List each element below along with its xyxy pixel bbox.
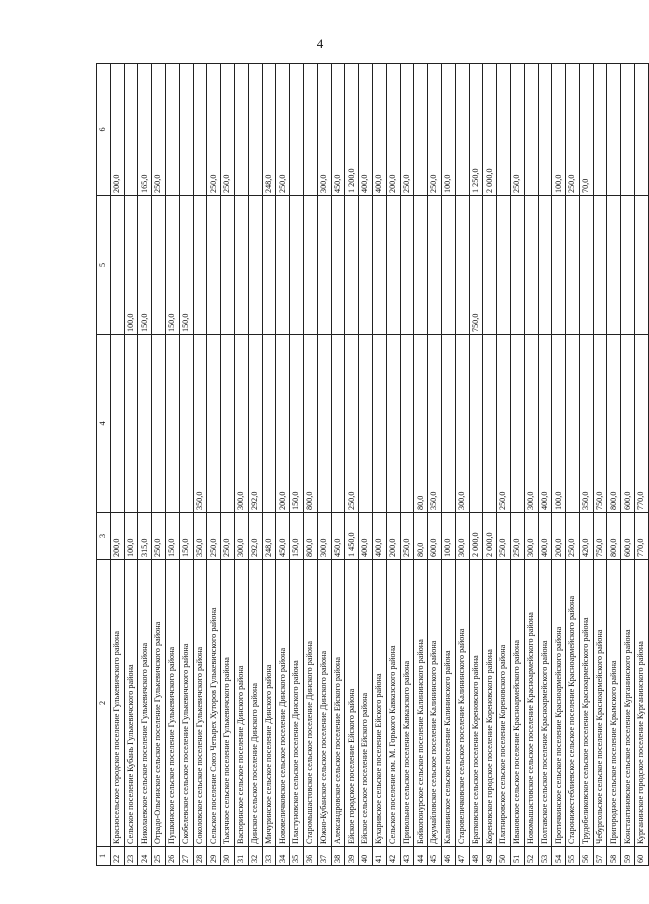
row-number-cell: 34 <box>276 847 290 866</box>
amount-cell: 600,0 <box>428 513 442 560</box>
table-header-row <box>97 64 111 866</box>
settlement-name-cell: Пластуновское сельское поселение Динского района <box>290 560 304 847</box>
amount-cell <box>607 64 621 196</box>
amount-cell: 300,0 <box>317 64 331 196</box>
amount-cell <box>579 196 593 335</box>
amount-cell: 300,0 <box>455 513 469 560</box>
amount-cell <box>635 196 649 335</box>
header-cell: 4 <box>97 335 111 513</box>
amount-cell: 400,0 <box>538 513 552 560</box>
row-number-cell: 57 <box>593 847 607 866</box>
amount-cell: 292,0 <box>248 335 262 513</box>
amount-cell <box>165 64 179 196</box>
settlement-name-cell: Александровское сельское поселение Ейского района <box>331 560 345 847</box>
amount-cell <box>483 196 497 335</box>
amount-cell: 100,0 <box>552 335 566 513</box>
amount-cell: 450,0 <box>331 64 345 196</box>
settlement-name-cell: Тысячное сельское поселение Гулькевичского района <box>221 560 235 847</box>
amount-cell <box>248 64 262 196</box>
amount-cell <box>290 196 304 335</box>
row-number-cell: 53 <box>538 847 552 866</box>
table-row <box>510 64 524 866</box>
row-number-cell: 45 <box>428 847 442 866</box>
row-number-cell: 49 <box>483 847 497 866</box>
amount-cell <box>552 196 566 335</box>
table-row <box>372 64 386 866</box>
settlement-name-cell: Васюринское сельское поселение Динского района <box>234 560 248 847</box>
settlement-name-cell: Полтавское сельское поселение Красноармейского района <box>538 560 552 847</box>
row-number-cell: 46 <box>441 847 455 866</box>
settlement-name-cell: Новомышастовское сельское поселение Красноармейского района <box>524 560 538 847</box>
row-number-cell: 41 <box>372 847 386 866</box>
amount-cell: 450,0 <box>276 513 290 560</box>
amount-cell: 250,0 <box>207 513 221 560</box>
settlement-name-cell: Чебургольское сельское поселение Красноармейского района <box>593 560 607 847</box>
amount-cell <box>469 335 483 513</box>
amount-cell: 1 450,0 <box>345 513 359 560</box>
amount-cell: 300,0 <box>455 335 469 513</box>
amount-cell <box>497 196 511 335</box>
amount-cell: 250,0 <box>345 335 359 513</box>
amount-cell <box>566 196 580 335</box>
amount-cell: 250,0 <box>566 513 580 560</box>
amount-cell: 200,0 <box>110 64 124 196</box>
table-row <box>400 64 414 866</box>
amount-cell: 100,0 <box>441 64 455 196</box>
amount-cell <box>455 64 469 196</box>
amount-cell <box>372 196 386 335</box>
amount-cell: 315,0 <box>138 513 152 560</box>
amount-cell <box>331 196 345 335</box>
amount-cell <box>138 335 152 513</box>
settlement-name-cell: Динское сельское поселение Динского района <box>248 560 262 847</box>
amount-cell <box>593 64 607 196</box>
amount-cell: 200,0 <box>386 64 400 196</box>
table-row <box>234 64 248 866</box>
amount-cell: 248,0 <box>262 64 276 196</box>
row-number-cell: 37 <box>317 847 331 866</box>
amount-cell: 400,0 <box>372 513 386 560</box>
amount-cell <box>593 196 607 335</box>
amount-cell: 300,0 <box>524 335 538 513</box>
settlement-name-cell: Кухаривское сельское поселение Ейского района <box>372 560 386 847</box>
amount-cell <box>483 335 497 513</box>
row-number-cell: 52 <box>524 847 538 866</box>
amount-cell <box>510 335 524 513</box>
settlement-name-cell: Николаевское сельское поселение Гулькевичского района <box>138 560 152 847</box>
settlement-name-cell: Соколовское сельское поселение Гулькевичского района <box>193 560 207 847</box>
amount-cell: 300,0 <box>234 335 248 513</box>
amount-cell <box>524 196 538 335</box>
table-row <box>455 64 469 866</box>
amount-cell <box>497 64 511 196</box>
amount-cell: 100,0 <box>124 513 138 560</box>
amount-cell: 300,0 <box>317 513 331 560</box>
row-number-cell: 35 <box>290 847 304 866</box>
amount-cell <box>110 196 124 335</box>
amount-cell <box>538 196 552 335</box>
row-number-cell: 51 <box>510 847 524 866</box>
amount-cell: 800,0 <box>303 513 317 560</box>
allocation-table <box>96 63 649 866</box>
amount-cell: 350,0 <box>193 513 207 560</box>
table-row <box>290 64 304 866</box>
amount-cell <box>234 64 248 196</box>
amount-cell: 250,0 <box>152 513 166 560</box>
row-number-cell: 50 <box>497 847 511 866</box>
amount-cell: 292,0 <box>248 513 262 560</box>
settlement-name-cell: Братковское сельское поселение Кореновского района <box>469 560 483 847</box>
amount-cell: 2 000,0 <box>483 513 497 560</box>
amount-cell <box>290 64 304 196</box>
row-number-cell: 56 <box>579 847 593 866</box>
amount-cell <box>207 335 221 513</box>
settlement-name-cell: Красносельское городское поселение Гулькевичского района <box>110 560 124 847</box>
amount-cell <box>165 335 179 513</box>
table-row <box>497 64 511 866</box>
settlement-name-cell: Ейское сельское поселение Ейского района <box>359 560 373 847</box>
amount-cell <box>372 335 386 513</box>
amount-cell: 200,0 <box>386 513 400 560</box>
settlement-name-cell: Старонижестеблиевское сельское поселение Красноармейского района <box>566 560 580 847</box>
amount-cell <box>441 335 455 513</box>
amount-cell: 150,0 <box>165 513 179 560</box>
amount-cell: 400,0 <box>538 335 552 513</box>
amount-cell <box>524 64 538 196</box>
settlement-name-cell: Сельское поселение Союз Четырех Хуторов Гулькевичского района <box>207 560 221 847</box>
settlement-name-cell: Курганинское городское поселение Курганинского района <box>635 560 649 847</box>
table-row <box>552 64 566 866</box>
amount-cell: 350,0 <box>428 335 442 513</box>
settlement-name-cell: Отрадо-Ольгинское сельское поселение Гулькевичского района <box>152 560 166 847</box>
amount-cell <box>193 64 207 196</box>
row-number-cell: 22 <box>110 847 124 866</box>
amount-cell: 400,0 <box>359 64 373 196</box>
row-number-cell: 24 <box>138 847 152 866</box>
row-number-cell: 38 <box>331 847 345 866</box>
amount-cell: 250,0 <box>400 513 414 560</box>
amount-cell: 250,0 <box>221 513 235 560</box>
amount-cell: 400,0 <box>359 513 373 560</box>
table-row <box>331 64 345 866</box>
settlement-name-cell: Пригородное сельское поселение Крымского района <box>607 560 621 847</box>
amount-cell <box>441 196 455 335</box>
row-number-cell: 26 <box>165 847 179 866</box>
table-row <box>276 64 290 866</box>
amount-cell: 70,0 <box>579 64 593 196</box>
amount-cell: 150,0 <box>138 196 152 335</box>
amount-cell: 100,0 <box>552 64 566 196</box>
amount-cell: 150,0 <box>179 513 193 560</box>
amount-cell <box>400 196 414 335</box>
amount-cell: 80,0 <box>414 513 428 560</box>
amount-cell: 200,0 <box>552 513 566 560</box>
amount-cell: 600,0 <box>621 335 635 513</box>
settlement-name-cell: Старомышастовское сельское поселение Динского района <box>303 560 317 847</box>
amount-cell: 200,0 <box>110 513 124 560</box>
amount-cell: 750,0 <box>469 196 483 335</box>
settlement-name-cell: Ейское городское поселение Ейского района <box>345 560 359 847</box>
settlement-name-cell: Джумайловское сельское поселение Калининского района <box>428 560 442 847</box>
row-number-cell: 44 <box>414 847 428 866</box>
amount-cell: 770,0 <box>635 335 649 513</box>
amount-cell <box>621 64 635 196</box>
amount-cell: 200,0 <box>276 335 290 513</box>
amount-cell: 250,0 <box>510 513 524 560</box>
row-number-cell: 43 <box>400 847 414 866</box>
amount-cell: 248,0 <box>262 513 276 560</box>
amount-cell <box>317 196 331 335</box>
settlement-name-cell: Сельское поселение Кубань Гулькевичского района <box>124 560 138 847</box>
amount-cell: 250,0 <box>221 64 235 196</box>
row-number-cell: 32 <box>248 847 262 866</box>
amount-cell: 80,0 <box>414 335 428 513</box>
row-number-cell: 40 <box>359 847 373 866</box>
amount-cell: 250,0 <box>428 64 442 196</box>
table-row <box>441 64 455 866</box>
amount-cell <box>303 196 317 335</box>
table-row <box>110 64 124 866</box>
amount-cell: 350,0 <box>193 335 207 513</box>
amount-cell <box>538 64 552 196</box>
table-row <box>193 64 207 866</box>
amount-cell <box>193 196 207 335</box>
amount-cell <box>124 335 138 513</box>
settlement-name-cell: Бойкопонурское сельское поселение Калининского района <box>414 560 428 847</box>
amount-cell <box>607 196 621 335</box>
amount-cell: 250,0 <box>276 64 290 196</box>
row-number-cell: 23 <box>124 847 138 866</box>
settlement-name-cell: Скобелевское сельское поселение Гулькевичского района <box>179 560 193 847</box>
table-row <box>386 64 400 866</box>
table-row <box>414 64 428 866</box>
table-row <box>165 64 179 866</box>
table-row <box>262 64 276 866</box>
amount-cell: 250,0 <box>510 64 524 196</box>
settlement-name-cell: Кореновское городское поселение Кореновского района <box>483 560 497 847</box>
settlement-name-cell: Пушкинское сельское поселение Гулькевичского района <box>165 560 179 847</box>
amount-cell <box>207 196 221 335</box>
row-number-cell: 42 <box>386 847 400 866</box>
amount-cell: 250,0 <box>497 513 511 560</box>
amount-cell <box>262 335 276 513</box>
amount-cell: 2 000,0 <box>469 513 483 560</box>
settlement-name-cell: Южно-Кубанское сельское поселение Динского района <box>317 560 331 847</box>
amount-cell: 350,0 <box>579 335 593 513</box>
amount-cell: 1 200,0 <box>345 64 359 196</box>
page-number: 4 <box>316 36 324 51</box>
amount-cell <box>386 196 400 335</box>
table-row <box>428 64 442 866</box>
settlement-name-cell: Старовеличковское сельское поселение Калининского района <box>455 560 469 847</box>
amount-cell <box>400 335 414 513</box>
header-cell: 2 <box>97 560 111 847</box>
amount-cell: 250,0 <box>497 335 511 513</box>
amount-cell <box>152 335 166 513</box>
amount-cell <box>152 196 166 335</box>
amount-cell <box>221 196 235 335</box>
table-row <box>221 64 235 866</box>
table-row <box>607 64 621 866</box>
table-row <box>359 64 373 866</box>
amount-cell <box>317 335 331 513</box>
amount-cell <box>179 335 193 513</box>
table-row <box>303 64 317 866</box>
amount-cell: 300,0 <box>234 513 248 560</box>
header-cell: 1 <box>97 847 111 866</box>
settlement-name-cell: Сельское поселение им. М. Горького Кавказского района <box>386 560 400 847</box>
settlement-name-cell: Платнировское сельское поселение Кореновского района <box>497 560 511 847</box>
table-row <box>345 64 359 866</box>
settlement-name-cell: Мичуринское сельское поселение Динского района <box>262 560 276 847</box>
amount-cell <box>635 64 649 196</box>
table-row <box>593 64 607 866</box>
row-number-cell: 27 <box>179 847 193 866</box>
amount-cell: 300,0 <box>524 513 538 560</box>
table-row <box>635 64 649 866</box>
amount-cell: 100,0 <box>441 513 455 560</box>
table-row <box>248 64 262 866</box>
table-row <box>621 64 635 866</box>
amount-cell: 250,0 <box>566 64 580 196</box>
amount-cell <box>303 64 317 196</box>
amount-cell: 800,0 <box>303 335 317 513</box>
table-row <box>138 64 152 866</box>
row-number-cell: 47 <box>455 847 469 866</box>
amount-cell: 600,0 <box>621 513 635 560</box>
amount-cell: 770,0 <box>635 513 649 560</box>
amount-cell: 800,0 <box>607 513 621 560</box>
amount-cell <box>414 64 428 196</box>
row-number-cell: 28 <box>193 847 207 866</box>
row-number-cell: 30 <box>221 847 235 866</box>
row-number-cell: 31 <box>234 847 248 866</box>
table-row <box>207 64 221 866</box>
amount-cell <box>359 196 373 335</box>
table-row <box>538 64 552 866</box>
row-number-cell: 39 <box>345 847 359 866</box>
row-number-cell: 29 <box>207 847 221 866</box>
amount-cell: 150,0 <box>290 513 304 560</box>
row-number-cell: 33 <box>262 847 276 866</box>
amount-cell: 250,0 <box>400 64 414 196</box>
amount-cell <box>331 335 345 513</box>
amount-cell <box>621 196 635 335</box>
table-row <box>524 64 538 866</box>
amount-cell <box>179 64 193 196</box>
table-row <box>124 64 138 866</box>
amount-cell <box>566 335 580 513</box>
table-row <box>317 64 331 866</box>
amount-cell: 165,0 <box>138 64 152 196</box>
amount-cell <box>221 335 235 513</box>
amount-cell: 100,0 <box>124 196 138 335</box>
row-number-cell: 25 <box>152 847 166 866</box>
table-row <box>566 64 580 866</box>
amount-cell <box>510 196 524 335</box>
amount-cell: 150,0 <box>290 335 304 513</box>
row-number-cell: 54 <box>552 847 566 866</box>
table-row <box>579 64 593 866</box>
settlement-name-cell: Привольное сельское поселение Кавказского района <box>400 560 414 847</box>
amount-cell: 400,0 <box>372 64 386 196</box>
amount-cell: 750,0 <box>593 335 607 513</box>
header-cell: 3 <box>97 513 111 560</box>
amount-cell <box>359 335 373 513</box>
settlement-name-cell: Трудобеликовское сельское поселение Красноармейского района <box>579 560 593 847</box>
amount-cell: 1 250,0 <box>469 64 483 196</box>
amount-cell: 250,0 <box>152 64 166 196</box>
amount-cell <box>124 64 138 196</box>
amount-cell <box>428 196 442 335</box>
amount-cell <box>262 196 276 335</box>
amount-cell <box>110 335 124 513</box>
table-row <box>469 64 483 866</box>
amount-cell: 750,0 <box>593 513 607 560</box>
settlement-name-cell: Константиновское сельское поселение Курганинского района <box>621 560 635 847</box>
amount-cell: 150,0 <box>165 196 179 335</box>
row-number-cell: 59 <box>621 847 635 866</box>
settlement-name-cell: Ивановское сельское поселение Красноармейского района <box>510 560 524 847</box>
row-number-cell: 55 <box>566 847 580 866</box>
table-row <box>179 64 193 866</box>
amount-cell: 250,0 <box>207 64 221 196</box>
header-cell: 5 <box>97 196 111 335</box>
row-number-cell: 48 <box>469 847 483 866</box>
rotated-table-wrapper <box>96 64 646 866</box>
settlement-name-cell: Нововеличковское сельское поселение Динского района <box>276 560 290 847</box>
amount-cell: 420,0 <box>579 513 593 560</box>
row-number-cell: 36 <box>303 847 317 866</box>
amount-cell <box>345 196 359 335</box>
amount-cell <box>276 196 290 335</box>
amount-cell <box>386 335 400 513</box>
settlement-name-cell: Калининское сельское поселение Калининского района <box>441 560 455 847</box>
header-cell: 6 <box>97 64 111 196</box>
amount-cell <box>414 196 428 335</box>
amount-cell <box>248 196 262 335</box>
table-row <box>152 64 166 866</box>
amount-cell <box>455 196 469 335</box>
amount-cell: 800,0 <box>607 335 621 513</box>
amount-cell: 150,0 <box>179 196 193 335</box>
row-number-cell: 58 <box>607 847 621 866</box>
row-number-cell: 60 <box>635 847 649 866</box>
amount-cell <box>234 196 248 335</box>
settlement-name-cell: Протичкинское сельское поселение Красноармейского района <box>552 560 566 847</box>
table-row <box>483 64 497 866</box>
amount-cell: 2 000,0 <box>483 64 497 196</box>
amount-cell: 450,0 <box>331 513 345 560</box>
